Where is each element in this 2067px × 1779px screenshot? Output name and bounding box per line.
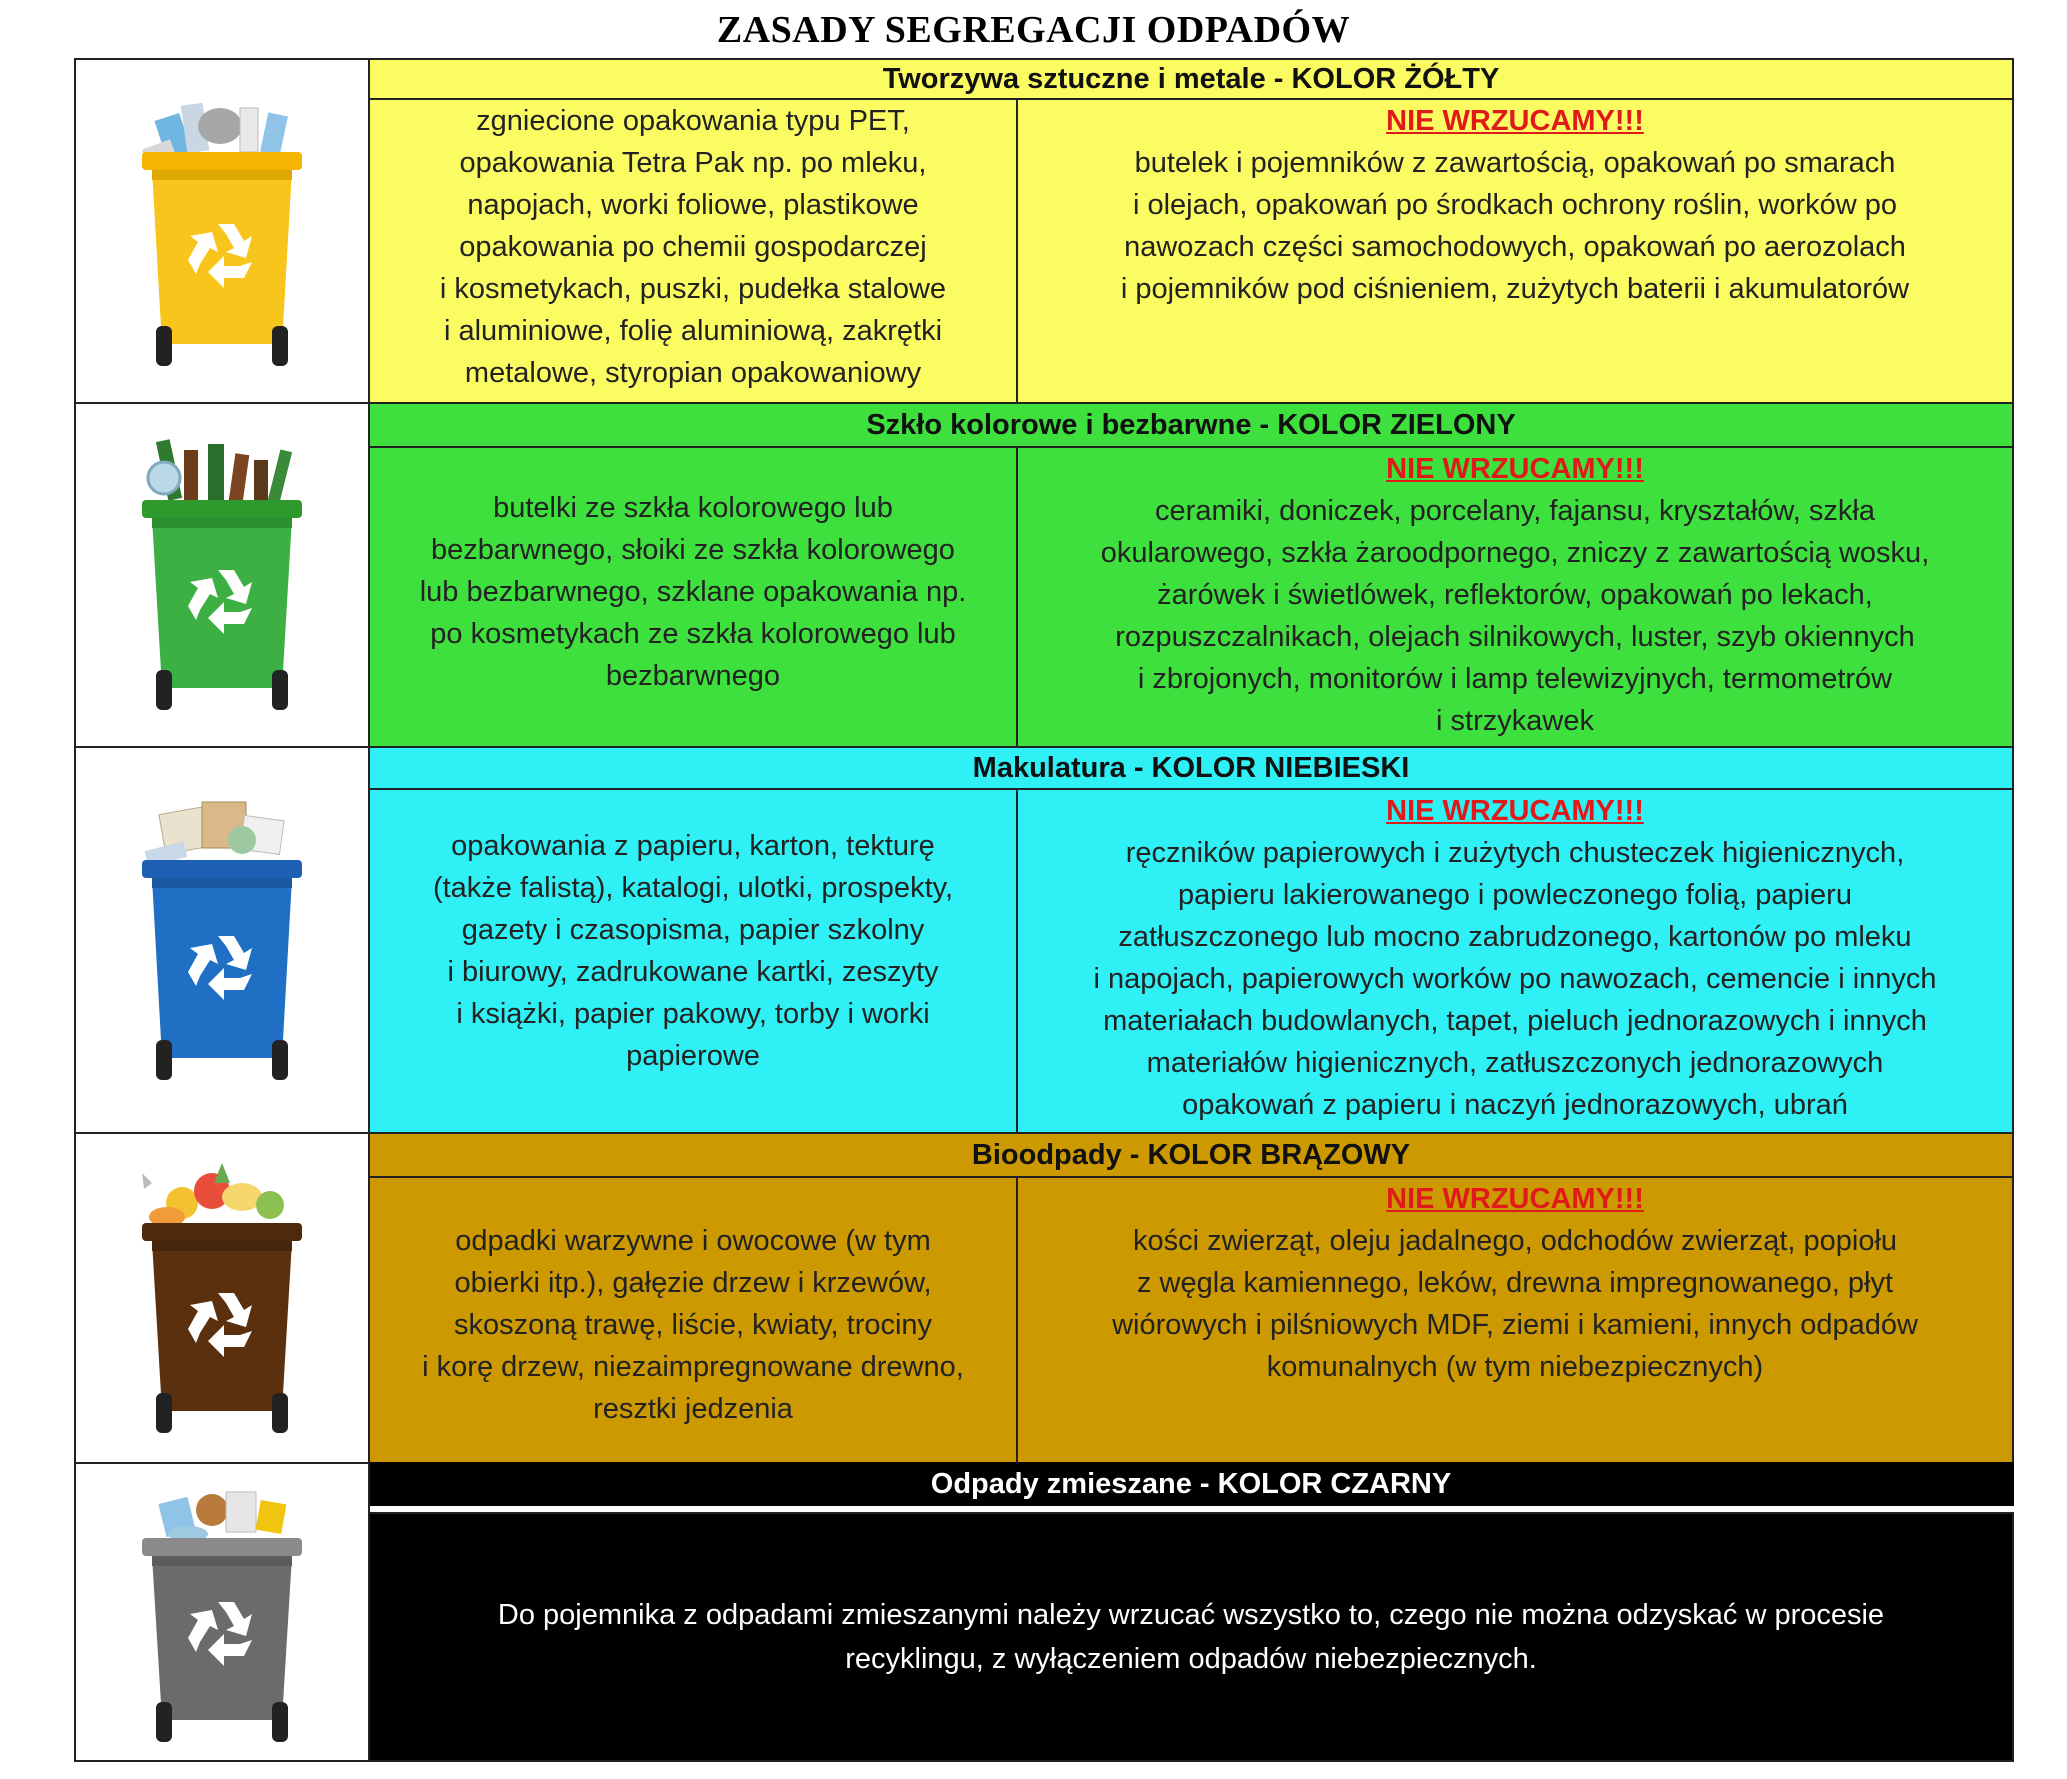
rejected-line: papieru lakierowanego i powleczonego folią, papieru [1178,879,1852,911]
accepted-line: papierowe [626,1040,760,1072]
rejected-items-cell [1016,448,2014,748]
description-line: recyklingu, z wyłączeniem odpadów niebezpiecznych. [845,1643,1537,1675]
rejected-line: i zbrojonych, monitorów i lamp telewizyjnych, termometrów [1137,663,1893,695]
rejected-line: i napojach, papierowych worków po nawozach, cemencie i innych [1093,963,1937,995]
section-yellow [74,58,2014,404]
rejected-line: żarówek i świetlówek, reflektorów, opakowań po lekach, [1157,579,1873,611]
rejected-line: materiałów higienicznych, zatłuszczonych jednorazowych [1146,1047,1884,1079]
section-header: Tworzywa sztuczne i metale - KOLOR ŻÓŁTY [370,58,2014,100]
accepted-line: zgniecione opakowania typu PET, [476,105,910,137]
gray-mixed-bin-icon [122,1472,322,1752]
rejected-line: materiałach budowlanych, tapet, pieluch jednorazowych i innych [1103,1005,1927,1037]
accepted-line: i aluminiowe, folię aluminiową, zakrętki [443,315,943,347]
section-blue [74,746,2014,1134]
accepted-line: resztki jedzenia [593,1393,793,1425]
rejected-line: nawozach części samochodowych, opakowań po aerozolach [1124,231,1906,263]
accepted-items-cell [370,448,1016,748]
accepted-line: (także falistą), katalogi, ulotki, prospekty, [432,872,954,904]
rejected-items-cell [1016,100,2014,404]
accepted-line: i kosmetykach, puszki, pudełka stalowe [439,273,947,305]
rejected-line: kości zwierząt, oleju jadalnego, odchodów zwierząt, popiołu [1132,1225,1898,1257]
accepted-line: opakowania z papieru, karton, tekturę [451,830,935,862]
nie-wrzucamy-label: NIE WRZUCAMY!!! [1386,105,1644,137]
accepted-items-cell [370,790,1016,1134]
accepted-line: obierki itp.), gałęzie drzew i krzewów, [454,1267,932,1299]
rejected-line: i strzykawek [1436,705,1594,737]
rejected-line: ręczników papierowych i zużytych chusteczek higienicznych, [1125,837,1905,869]
section-header: Makulatura - KOLOR NIEBIESKI [370,746,2014,790]
accepted-line: i biurowy, zadrukowane kartki, zeszyty [447,956,939,988]
blue-paper-bin-icon [122,790,322,1090]
section-header: Bioodpady - KOLOR BRĄZOWY [370,1132,2014,1178]
accepted-line: po kosmetykach ze szkła kolorowego lub [430,618,956,650]
accepted-line: gazety i czasopisma, papier szkolny [461,914,925,946]
rejected-line: opakowań z papieru i naczyń jednorazowych, ubrań [1182,1089,1848,1121]
rejected-line: zatłuszczonego lub mocno zabrudzonego, kartonów po mleku [1118,921,1912,953]
accepted-line: i korę drzew, niezaimpregnowane drewno, [422,1351,964,1383]
accepted-line: i książki, papier pakowy, torby i worki [456,998,930,1030]
accepted-line: napojach, worki foliowe, plastikowe [467,189,919,221]
accepted-line: opakowania po chemii gospodarczej [459,231,927,263]
gray-bin-cell [74,1462,370,1762]
description-line: Do pojemnika z odpadami zmieszanymi należy wrzucać wszystko to, czego nie można odzyskać w procesie [497,1599,1885,1631]
mixed-waste-description [370,1512,2014,1762]
rejected-items-cell [1016,790,2014,1134]
green-bin-cell [74,402,370,748]
nie-wrzucamy-label: NIE WRZUCAMY!!! [1386,1183,1644,1215]
yellow-bin-cell [74,58,370,404]
section-header: Odpady zmieszane - KOLOR CZARNY [370,1462,2014,1506]
nie-wrzucamy-label: NIE WRZUCAMY!!! [1386,453,1644,485]
accepted-items-cell [370,100,1016,404]
section-header: Szkło kolorowe i bezbarwne - KOLOR ZIELONY [370,402,2014,448]
accepted-line: opakowania Tetra Pak np. po mleku, [459,147,927,179]
yellow-recycling-bin-icon [122,86,322,376]
blue-bin-cell [74,746,370,1134]
brown-bio-bin-icon [122,1153,322,1443]
accepted-line: butelki ze szkła kolorowego lub [493,492,893,524]
accepted-items-cell [370,1178,1016,1464]
accepted-line: lub bezbarwnego, szklane opakowania np. [419,576,967,608]
rejected-line: i pojemników pod ciśnieniem, zużytych baterii i akumulatorów [1120,273,1910,305]
rejected-line: wiórowych i pilśniowych MDF, ziemi i kamieni, innych odpadów [1112,1309,1918,1341]
rejected-line: butelek i pojemników z zawartością, opakowań po smarach [1134,147,1896,179]
green-glass-bin-icon [122,430,322,720]
accepted-line: metalowe, styropian opakowaniowy [464,357,922,389]
rejected-line: rozpuszczalnikach, olejach silnikowych, luster, szyb okiennych [1115,621,1915,653]
rejected-line: z węgla kamiennego, leków, drewna impregnowanego, płyt [1136,1267,1894,1299]
rejected-line: i olejach, opakowań po środkach ochrony roślin, worków po [1132,189,1898,221]
rejected-line: okularowego, szkła żaroodpornego, zniczy z zawartością wosku, [1100,537,1930,569]
accepted-line: bezbarwnego [605,660,781,692]
nie-wrzucamy-label: NIE WRZUCAMY!!! [1386,795,1644,827]
section-green [74,402,2014,748]
accepted-line: bezbarwnego, słoiki ze szkła kolorowego [431,534,955,566]
rejected-line: ceramiki, doniczek, porcelany, fajansu, kryształów, szkła [1155,495,1875,527]
section-brown [74,1132,2014,1464]
brown-bin-cell [74,1132,370,1464]
section-black [74,1462,2014,1762]
rejected-items-cell [1016,1178,2014,1464]
accepted-line: skoszoną trawę, liście, kwiaty, trociny [453,1309,933,1341]
rejected-line: komunalnych (w tym niebezpiecznych) [1266,1351,1764,1383]
accepted-line: odpadki warzywne i owocowe (w tym [455,1225,931,1257]
page-title: ZASADY SEGREGACJI ODPADÓW [716,9,1351,51]
